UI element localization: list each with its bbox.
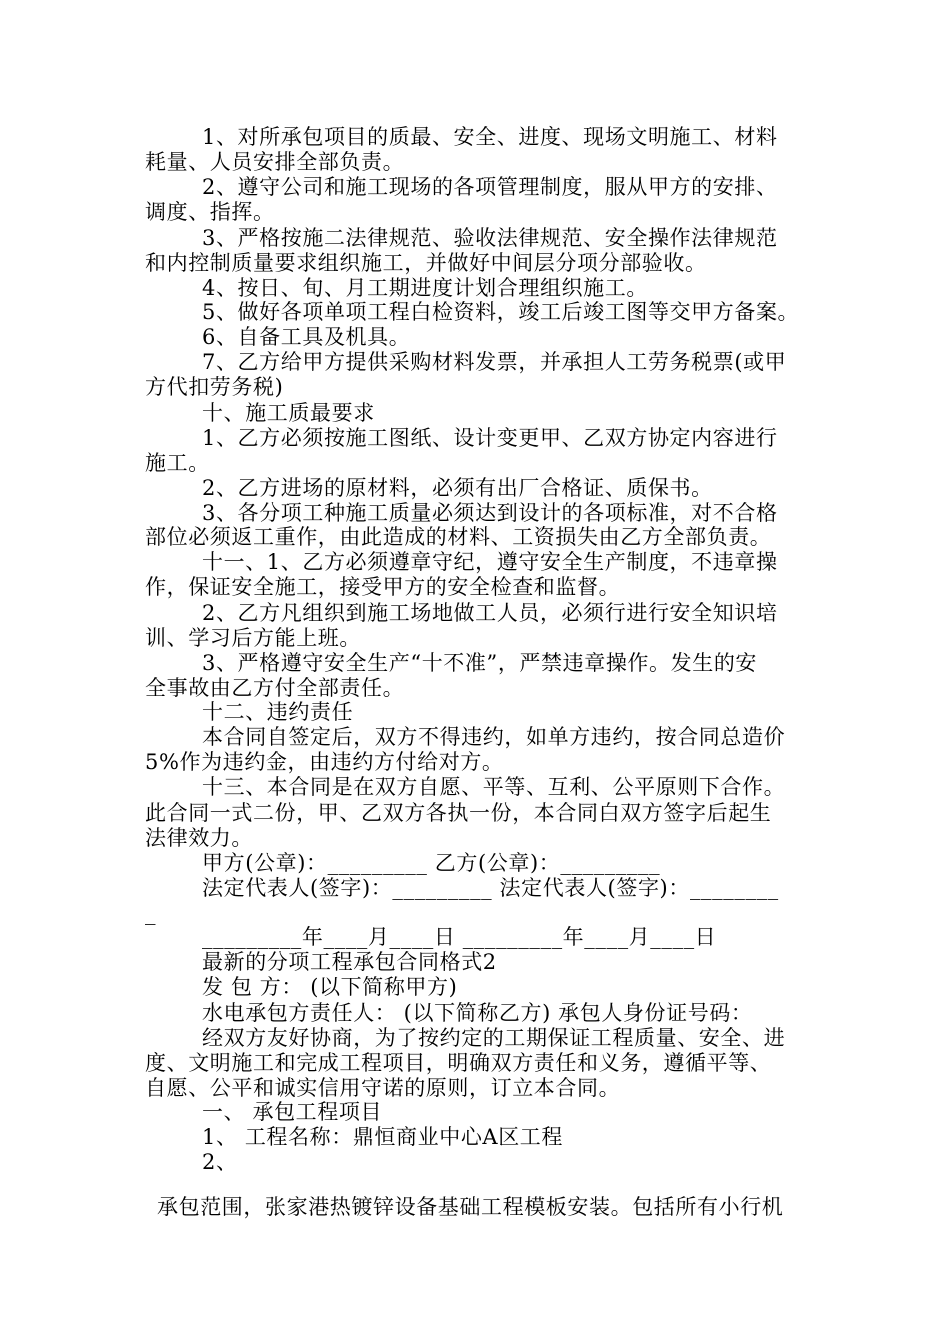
text-line: 一、 承包工程项目	[202, 1100, 383, 1124]
text-line: 2、遵守公司和施工现场的各项管理制度，服从甲方的安排、	[202, 175, 778, 199]
text-line: 部位必须返工重作，由此造成的材料、工资损失由乙方全部负责。	[145, 525, 772, 549]
text-line: 十二、违约责任	[202, 700, 354, 724]
text-line: 3、严格按施二法律规范、验收法律规范、安全操作法律规范	[202, 226, 778, 250]
text-line: 发 包 方： (以下简称甲方)	[202, 975, 458, 999]
text-line: 度、文明施工和完成工程项目，明确双方责任和义务，遵循平等、	[145, 1051, 772, 1075]
text-line: 1、对所承包项目的质最、安全、进度、现场文明施工、材料	[202, 125, 778, 149]
text-line: 3、各分项工种施工质量必须达到设计的各项标准，对不合格	[202, 501, 778, 525]
text-line: 法律效力。	[145, 826, 253, 850]
text-line: 方代扣劳务税)	[145, 375, 284, 399]
text-line: 6、自备工具及机具。	[202, 325, 411, 349]
text-line: 十一、1、乙方必须遵章守纪，遵守安全生产制度，不违章操	[202, 550, 778, 574]
signature-line-seal: 甲方(公章)：_________ 乙方(公章)：_________	[202, 851, 661, 875]
section-heading: 最新的分项工程承包合同格式2	[202, 950, 497, 974]
text-line: 3、严格遵守安全生产“十不准”，严禁违章操作。发生的安	[202, 651, 758, 675]
text-line: 全事故由乙方付全部责任。	[145, 676, 405, 700]
signature-line-date: _________年____月____日 _________年____月____日	[202, 925, 717, 949]
text-line: 十三、本合同是在双方自愿、平等、互利、公平原则下合作。	[202, 775, 786, 799]
text-line: 经双方友好协商，为了按约定的工期保证工程质量、安全、进	[202, 1026, 786, 1050]
text-line: 水电承包方责任人： (以下简称乙方) 承包人身份证号码：	[202, 1001, 753, 1025]
text-line: _	[145, 901, 157, 925]
text-line: 2、	[202, 1150, 238, 1174]
text-line: 2、乙方进场的原材料，必须有出厂合格证、质保书。	[202, 476, 713, 500]
text-line: 1、乙方必须按施工图纸、设计变更甲、乙双方协定内容进行	[202, 426, 778, 450]
text-line: 调度、指挥。	[145, 200, 275, 224]
text-line: 2、乙方凡组织到施工场地做工人员，必须行进行安全知识培	[202, 601, 778, 625]
text-line: 本合同自签定后，双方不得违约，如单方违约，按合同总造价	[202, 725, 786, 749]
text-line: 7、乙方给甲方提供采购材料发票，并承担人工劳务税票(或甲	[202, 350, 787, 374]
text-line: 4、按日、旬、月工期进度计划合理组织施工。	[202, 276, 648, 300]
text-line: 5、做好各项单项工程白检资料，竣工后竣工图等交甲方备案。	[202, 300, 800, 324]
text-line: 和内控制质量要求组织施工，并做好中间层分项分部验收。	[145, 251, 707, 275]
text-line: 作，保证安全施工，接受甲方的安全检查和监督。	[145, 575, 621, 599]
text-line: 1、 工程名称：鼎恒商业中心A区工程	[202, 1125, 564, 1149]
signature-line-representative: 法定代表人(签字)：_________ 法定代表人(签字)：________	[202, 876, 779, 900]
text-line: 十、施工质最要求	[202, 401, 375, 425]
text-line: 耗量、人员安排全部负责。	[145, 150, 405, 174]
text-line: 承包范围，张家港热镀锌设备基础工程模板安装。包括所有小行机	[157, 1195, 784, 1219]
text-line: 此合同一式二份，甲、乙双方各执一份，本合同白双方签字后起生	[145, 801, 772, 825]
text-line: 5%作为违约金，由违约方付给对方。	[145, 750, 504, 774]
text-line: 训、学习后方能上班。	[145, 626, 361, 650]
text-line: 自愿、公平和诚实信用守诺的原则，订立本合同。	[145, 1076, 621, 1100]
text-line: 施工。	[145, 451, 210, 475]
